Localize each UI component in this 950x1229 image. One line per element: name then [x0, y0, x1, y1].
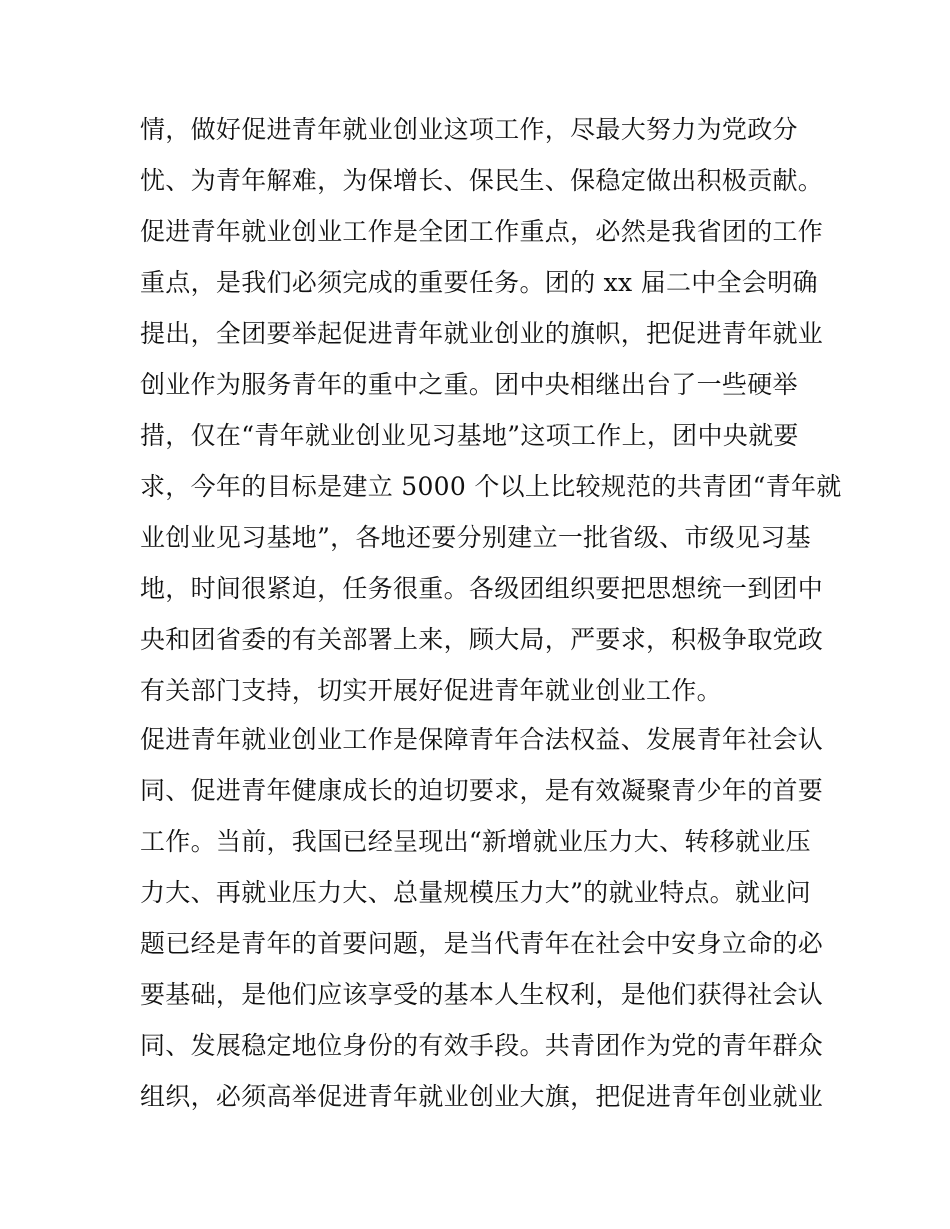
text-line: 提出，全团要举起促进青年就业创业的旗帜，把促进青年就业	[140, 319, 824, 348]
text-line: 地，时间很紧迫，任务很重。各级团组织要把思想统一到团中	[140, 574, 824, 603]
text-line: 有关部门支持，切实开展好促进青年就业创业工作。	[140, 676, 722, 705]
text-line: 同、促进青年健康成长的迫切要求，是有效凝聚青少年的首要	[140, 776, 824, 805]
text-line: 促进青年就业创业工作是全团工作重点，必然是我省团的工作	[140, 217, 824, 246]
text-line: 题已经是青年的首要问题，是当代青年在社会中安身立命的必	[140, 929, 824, 958]
text-line: 同、发展稳定地位身份的有效手段。共青团作为党的青年群众	[140, 1031, 824, 1060]
text-line: 促进青年就业创业工作是保障青年合法权益、发展青年社会认	[140, 725, 824, 754]
text-line: 创业作为服务青年的重中之重。团中央相继出台了一些硬举	[140, 370, 798, 399]
text-line: 求，今年的目标是建立 5000 个以上比较规范的共青团“青年就	[140, 472, 842, 501]
text-line: 忧、为青年解难，为保增长、保民生、保稳定做出积极贡献。	[140, 166, 824, 195]
text-line: 业创业见习基地”，各地还要分别建立一批省级、市级见习基	[140, 523, 811, 552]
text-line: 工作。当前，我国已经呈现出“新增就业压力大、转移就业压	[140, 827, 811, 856]
text-line: 重点，是我们必须完成的重要任务。团的 xx 届二中全会明确	[140, 268, 818, 297]
text-line: 要基础，是他们应该享受的基本人生权利，是他们获得社会认	[140, 980, 824, 1009]
text-line: 情，做好促进青年就业创业这项工作，尽最大努力为党政分	[140, 115, 798, 144]
text-line: 力大、再就业压力大、总量规模压力大”的就业特点。就业问	[140, 878, 811, 907]
text-line: 措，仅在“青年就业创业见习基地”这项工作上，团中央就要	[140, 421, 799, 450]
text-line: 组织，必须高举促进青年就业创业大旗，把促进青年创业就业	[140, 1082, 824, 1111]
text-line: 央和团省委的有关部署上来，顾大局，严要求，积极争取党政	[140, 625, 824, 654]
